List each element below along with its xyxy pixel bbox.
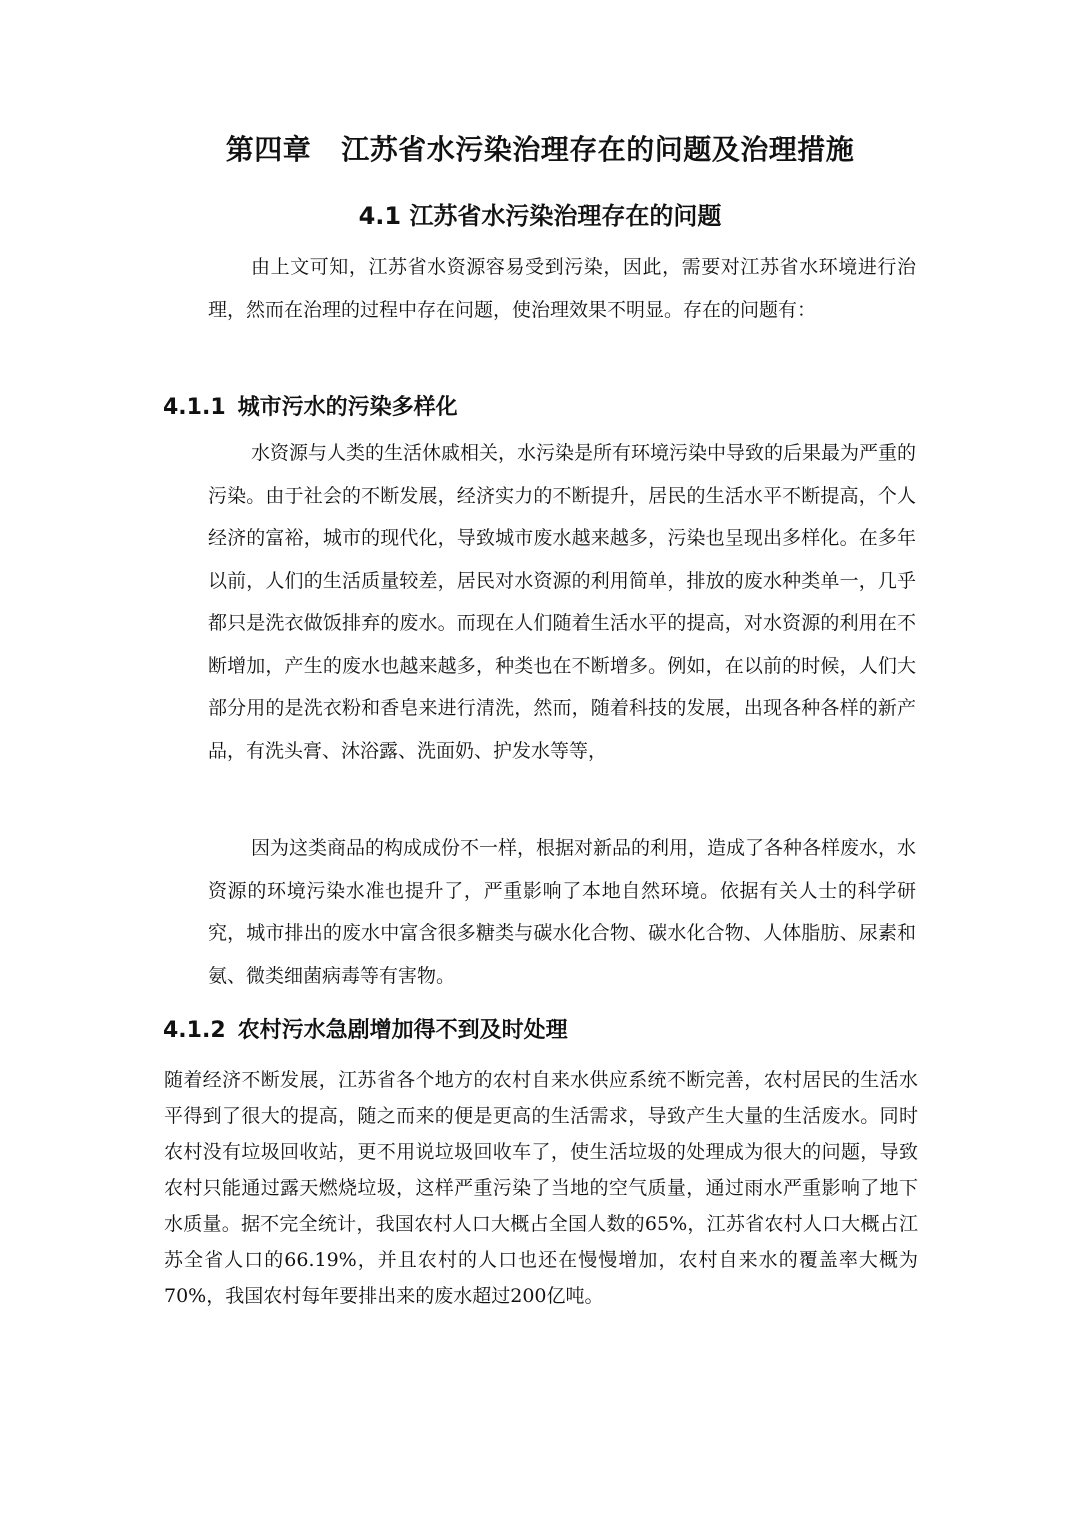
- section-title-text: 江苏省水污染治理存在的问题: [409, 202, 722, 230]
- subsection-1-title-text: 城市污水的污染多样化: [237, 395, 458, 420]
- subsection-1-paragraph-1: 水资源与人类的生活休戚相关，水污染是所有环境污染中导致的后果最为严重的污染。由于社会的不断发展，经济实力的不断提升，居民的生活水平不断提高，个人经济的富裕，城市的现代化，导致城市废水越来越多，污染也呈现出多样化。在多年以前，人们的生活质量较差，居民对水资源的利用简单，排放的废水种类单一，几乎都只是洗衣做饭排弃的废水。而现在人们随着生活水平的提高，对水资源的利用在不断增加，产生的废水也越来越多，种类也在不断增多。例如，在以前的时候，人们大部分用的是洗衣粉和香皂来进行清洗，然而，随着科技的发展，出现各种各样的新产品，有洗头膏、沐浴露、洗面奶、护发水等等，: [208, 442, 917, 762]
- subsection-1-title: [163, 390, 458, 426]
- subsection-2-title: [163, 1013, 568, 1049]
- subsection-1-paragraph-2: 因为这类商品的构成成份不一样，根据对新品的利用，造成了各种各样废水，水资源的环境污染水准也提升了，严重影响了本地自然环境。依据有关人士的科学研究，城市排出的废水中富含很多糖类与碳水化合物、碳水化合物、人体脂肪、尿素和氨、微类细菌病毒等有害物。: [208, 837, 917, 987]
- intro-paragraph: 由上文可知，江苏省水资源容易受到污染，因此，需要对江苏省水环境进行治理，然而在治理的过程中存在问题，使治理效果不明显。存在的问题有：: [208, 256, 916, 321]
- chapter-label: 第四章: [225, 133, 312, 166]
- subsection-1-number: 4.1.1: [163, 395, 226, 420]
- subsection-2-title-text: 农村污水急剧增加得不到及时处理: [237, 1018, 568, 1043]
- subsection-2-paragraph: 随着经济不断发展，江苏省各个地方的农村自来水供应系统不断完善，农村居民的生活水平得到了很大的提高，随之而来的便是更高的生活需求，导致产生大量的生活废水。同时农村没有垃圾回收站，更不用说垃圾回收车了，使生活垃圾的处理成为很大的问题，导致农村只能通过露天燃烧垃圾，这样严重污染了当地的空气质量，通过雨水严重影响了地下水质量。据不完全统计，我国农村人口大概占全国人数的65%，江苏省农村人口大概占江苏全省人口的66.19%，并且农村的人口也还在慢慢增加，农村自来水的覆盖率大概为70%，我国农村每年要排出来的废水超过200亿吨。: [164, 1069, 918, 1307]
- chapter-title: [0, 128, 1080, 172]
- section-number: 4.1: [358, 202, 402, 230]
- chapter-title-text: 江苏省水污染治理存在的问题及治理措施: [341, 133, 855, 166]
- subsection-2-number: 4.1.2: [163, 1018, 226, 1043]
- section-title: [0, 196, 1080, 236]
